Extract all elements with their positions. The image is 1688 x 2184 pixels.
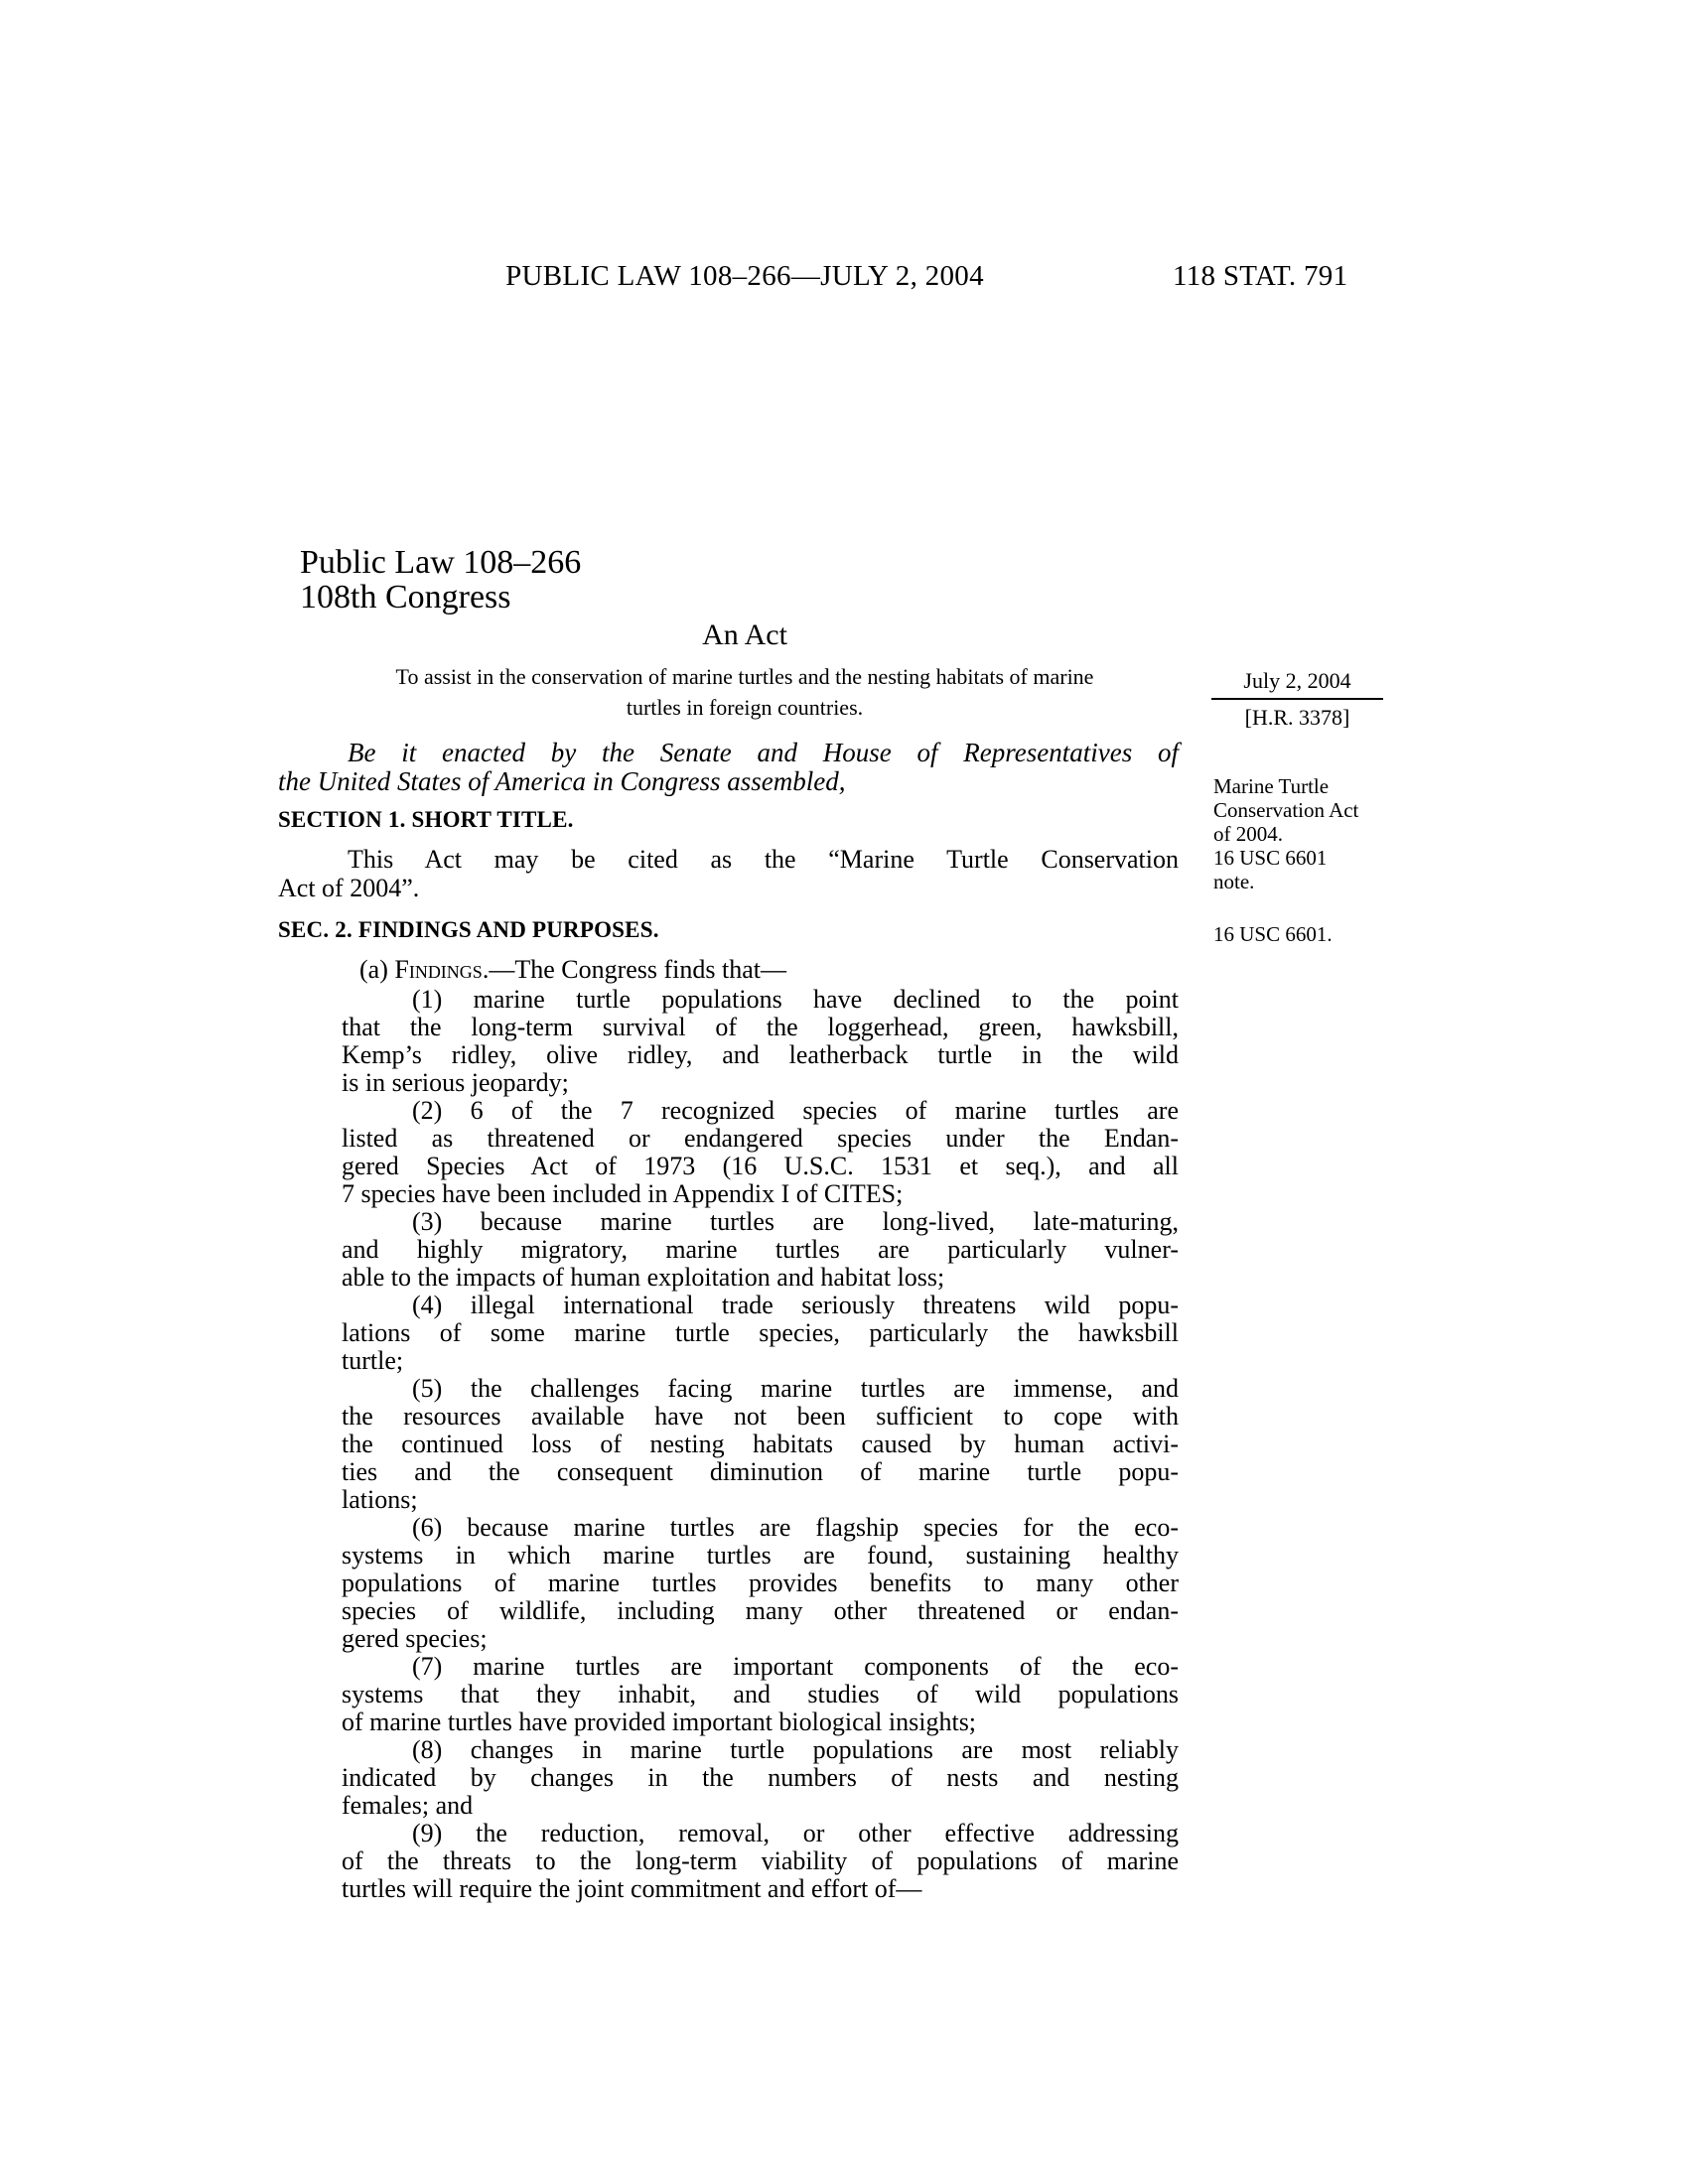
title-block: [300, 545, 581, 614]
text-line: the continued loss of nesting habitats caused by human activi-: [342, 1430, 1179, 1458]
finding-item-3: [342, 1208, 1179, 1292]
margin-note-line: Conservation Act: [1213, 798, 1359, 822]
margin-note-line: 16 USC 6601: [1213, 846, 1328, 870]
text-line: turtles in foreign countries.: [626, 695, 864, 720]
stat-page-number: 118 STAT. 791: [1173, 260, 1348, 292]
enactment-date: July 2, 2004: [1243, 668, 1351, 693]
subsection-a-rest: .—The Congress finds that—: [482, 955, 787, 984]
finding-item-6: [342, 1514, 1179, 1653]
bill-number: [H.R. 3378]: [1244, 705, 1350, 730]
finding-item-5: [342, 1375, 1179, 1514]
text-line: ties and the consequent diminution of marine turtle popu-: [342, 1457, 1179, 1486]
margin-note-short-title: [1213, 774, 1392, 893]
finding-item-8: [342, 1736, 1179, 1820]
margin-note-line: of 2004.: [1213, 822, 1283, 846]
finding-item-9: [342, 1820, 1179, 1903]
text-line: populations of marine turtles provides benefits to many other: [342, 1569, 1179, 1597]
text-line: (9) the reduction, removal, or other effective addressing: [412, 1819, 1179, 1847]
margin-rule: [1211, 698, 1383, 700]
section1-body: [278, 846, 1179, 902]
text-line: This Act may be cited as the “Marine Turtle Conservation: [348, 845, 1179, 874]
text-line: that the long-term survival of the loggerhead, green, hawksbill,: [342, 1013, 1179, 1041]
text-line: indicated by changes in the numbers of nests and nesting: [342, 1763, 1179, 1792]
text-line: of the threats to the long-term viability of populations of marine: [342, 1846, 1179, 1875]
text-line: species of wildlife, including many other threatened or endan-: [342, 1596, 1179, 1625]
congress-number: 108th Congress: [300, 579, 511, 615]
text-line: lations of some marine turtle species, particularly the hawksbill: [342, 1318, 1179, 1347]
text-line: the resources available have not been sufficient to cope with: [342, 1402, 1179, 1431]
text-line: To assist in the conservation of marine turtles and the nesting habitats of marine: [395, 664, 1094, 689]
text-line: (1) marine turtle populations have declined to the point: [412, 985, 1179, 1014]
finding-item-1: [342, 986, 1179, 1097]
enacting-clause: [278, 739, 1179, 796]
text-line: of marine turtles have provided important biological insights;: [342, 1707, 977, 1736]
margin-note-line: Marine Turtle: [1213, 774, 1330, 798]
text-line: (4) illegal international trade seriously threatens wild popu-: [412, 1291, 1179, 1319]
margin-date-block: [1211, 668, 1383, 731]
text-line: systems that they inhabit, and studies of wild populations: [342, 1680, 1179, 1708]
text-line: listed as threatened or endangered species under the Endan-: [342, 1124, 1179, 1153]
margin-note-line: note.: [1213, 870, 1255, 893]
subsection-a-term: Findings: [394, 955, 483, 984]
text-line: the United States of America in Congress assembled,: [278, 766, 846, 796]
text-line: (3) because marine turtles are long-lived, late-maturing,: [412, 1207, 1179, 1236]
text-line: lations;: [342, 1485, 418, 1514]
text-line: (8) changes in marine turtle populations are most reliably: [412, 1735, 1179, 1764]
text-line: (2) 6 of the 7 recognized species of marine turtles are: [412, 1096, 1179, 1125]
running-header-title: PUBLIC LAW 108–266—JULY 2, 2004: [505, 260, 984, 292]
text-line: gered species;: [342, 1624, 488, 1653]
findings-list: [342, 986, 1179, 1903]
text-line: Kemp’s ridley, olive ridley, and leatherback turtle in the wild: [342, 1040, 1179, 1069]
text-line: Act of 2004”.: [278, 873, 420, 902]
text-line: females; and: [342, 1791, 474, 1820]
text-line: systems in which marine turtles are found, sustaining healthy: [342, 1541, 1179, 1570]
subsection-a-prefix: (a): [359, 955, 395, 984]
finding-item-2: [342, 1097, 1179, 1208]
act-heading: An Act: [702, 618, 787, 651]
finding-item-4: [342, 1292, 1179, 1375]
section1-heading: SECTION 1. SHORT TITLE.: [278, 807, 574, 832]
text-line: Be it enacted by the Senate and House of Representatives of: [348, 738, 1179, 767]
text-line: gered Species Act of 1973 (16 U.S.C. 1531 et seq.), and all: [342, 1152, 1179, 1180]
text-line: (5) the challenges facing marine turtles are immense, and: [412, 1374, 1179, 1403]
public-law-number: Public Law 108–266: [300, 544, 582, 581]
section2-heading: SEC. 2. FINDINGS AND PURPOSES.: [278, 917, 659, 942]
act-purpose: [278, 661, 1211, 723]
finding-item-7: [342, 1653, 1179, 1736]
margin-note-usc-citation: 16 USC 6601.: [1213, 922, 1333, 946]
text-line: (6) because marine turtles are flagship species for the eco-: [412, 1513, 1179, 1542]
text-line: (7) marine turtles are important components of the eco-: [412, 1652, 1179, 1681]
text-line: turtles will require the joint commitment and effort of—: [342, 1874, 922, 1903]
text-line: 7 species have been included in Appendix I of CITES;: [342, 1179, 904, 1208]
text-line: able to the impacts of human exploitation and habitat loss;: [342, 1263, 945, 1292]
text-line: is in serious jeopardy;: [342, 1068, 569, 1097]
text-line: and highly migratory, marine turtles are particularly vulner-: [342, 1235, 1179, 1264]
text-line: turtle;: [342, 1346, 404, 1375]
subsection-a-line: [359, 955, 786, 985]
